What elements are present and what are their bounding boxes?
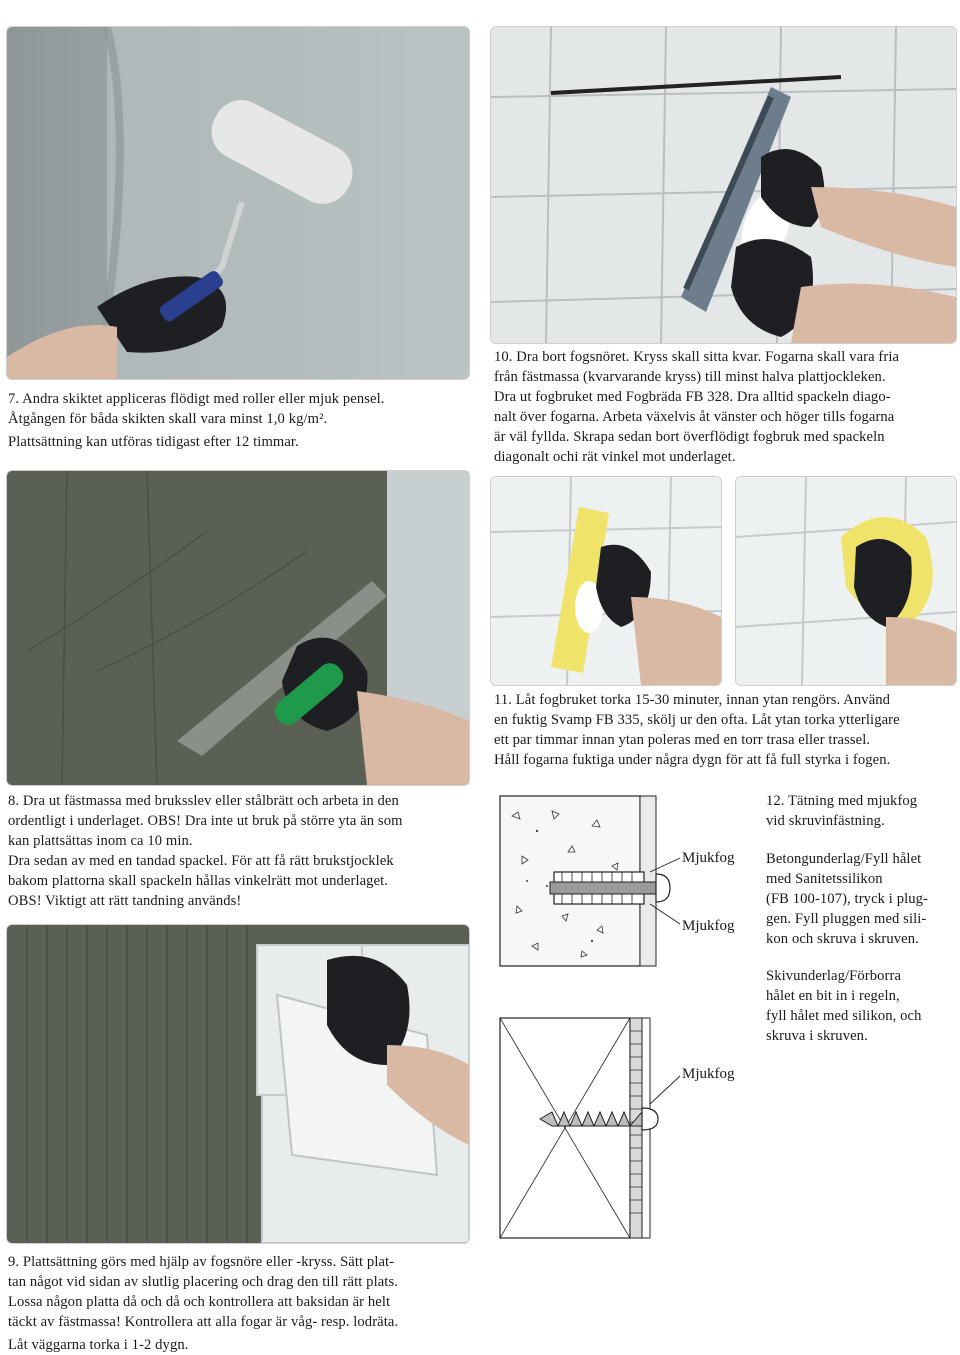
step8-text (8, 791, 478, 911)
step12-concrete-line: (FB 100-107), tryck i plug- (766, 891, 928, 907)
step10-line: är väl fyllda. Skrapa sedan bort överflödigt fogbruk med spackeln (494, 429, 885, 445)
step11-line: Håll fogarna fuktiga under några dygn för att få full styrka i fogen. (494, 752, 891, 768)
step8-line: Dra sedan av med en tandad spackel. För att få rätt brukstjocklek (8, 853, 394, 869)
step9-line: 9. Plattsättning görs med hjälp av fogsnöre eller -kryss. Sätt plat- (8, 1254, 395, 1270)
step12-board-text (766, 966, 958, 1046)
step8-line: kan plattsättas inom ca 10 min. (8, 833, 193, 849)
step12-title-line2: vid skruvinfästning. (766, 813, 885, 829)
step7-line3: Plattsättning kan utföras tidigast efter 12 timmar. (8, 434, 299, 450)
step12-board-line: Skivunderlag/Förborra (766, 968, 902, 984)
step11-line: 11. Låt fogbruket torka 15-30 minuter, innan ytan rengörs. Använd (494, 692, 891, 708)
step11-text (494, 690, 960, 770)
screw-head (656, 874, 670, 902)
step8-line: 8. Dra ut fästmassa med bruksslev eller stålbrätt och arbeta in den (8, 793, 399, 809)
step9-line: täckt av fästmassa! Kontrollera att alla fogar är våg- resp. lodräta. (8, 1314, 399, 1330)
step12-board-line: skruva i skruven. (766, 1028, 868, 1044)
photo-step8-trowel (6, 470, 470, 786)
step7-line1: 7. Andra skiktet appliceras flödigt med roller eller mjuk pensel. (8, 391, 385, 407)
step11-line: en fuktig Svamp FB 335, skölj ur den ofta. Låt ytan torka ytterligare (494, 712, 900, 728)
step10-line: diagonalt ochi rät vinkel mot underlaget. (494, 449, 736, 465)
step12-title-line1: 12. Tätning med mjukfog (766, 793, 918, 809)
photo-step7-roller (6, 26, 470, 380)
step12-concrete-line: Betongunderlag/Fyll hålet (766, 851, 922, 867)
step12-concrete-line: kon och skruva i skruven. (766, 931, 919, 947)
step11-line: ett par timmar innan ytan poleras med en torr trasa eller trassel. (494, 732, 871, 748)
step8-line: OBS! Viktigt att rätt tandning används! (8, 893, 242, 909)
step7-line2: Åtgången för båda skikten skall vara minst 1,0 kg/m². (8, 411, 328, 427)
step9-line: tan något vid sidan av slutlig placering och drag den till rätt plats. (8, 1274, 398, 1290)
step8-line: ordentligt i underlaget. OBS! Dra inte ut bruk på större yta än som (8, 813, 403, 829)
step9-line: Lossa någon platta då och då och kontrollera att baksidan är helt (8, 1294, 391, 1310)
photo-step10-float (490, 26, 957, 344)
diagram-label-mjukfog-mid: Mjukfog (682, 918, 735, 934)
photo-step11-cloth (735, 476, 957, 686)
step12-concrete-line: med Sanitetssilikon (766, 871, 883, 887)
step12-title (766, 791, 956, 831)
step12-concrete-line: gen. Fyll pluggen med sili- (766, 911, 927, 927)
step10-text (494, 347, 960, 467)
step12-board-line: fyll hålet med silikon, och (766, 1008, 922, 1024)
photo-step11-float (490, 476, 722, 686)
step8-line: bakom plattorna skall spackeln hållas vinkelrätt mot underlaget. (8, 873, 389, 889)
step9-line: Låt väggarna torka i 1-2 dygn. (8, 1337, 189, 1353)
step12-board-line: hålet en bit in i regeln, (766, 988, 900, 1004)
diagram-label-mjukfog-top: Mjukfog (682, 850, 735, 866)
step10-line: från fästmassa (kvarvarande kryss) till minst halva plattjockleken. (494, 369, 886, 385)
step10-line: nalt över fogarna. Arbeta växelvis åt vänster och höger tills fogarna (494, 409, 895, 425)
step9-text (8, 1252, 478, 1355)
step10-line: Dra ut fogbruket med Fogbräda FB 328. Dra alltid spackeln diago- (494, 389, 891, 405)
photo-step9-tile (6, 924, 470, 1244)
step7-text (8, 389, 478, 452)
diagram-label-mjukfog-bottom: Mjukfog (682, 1066, 735, 1082)
step10-line: 10. Dra bort fogsnöret. Kryss skall sitta kvar. Fogarna skall vara fria (494, 349, 900, 365)
step12-concrete-text (766, 849, 958, 949)
